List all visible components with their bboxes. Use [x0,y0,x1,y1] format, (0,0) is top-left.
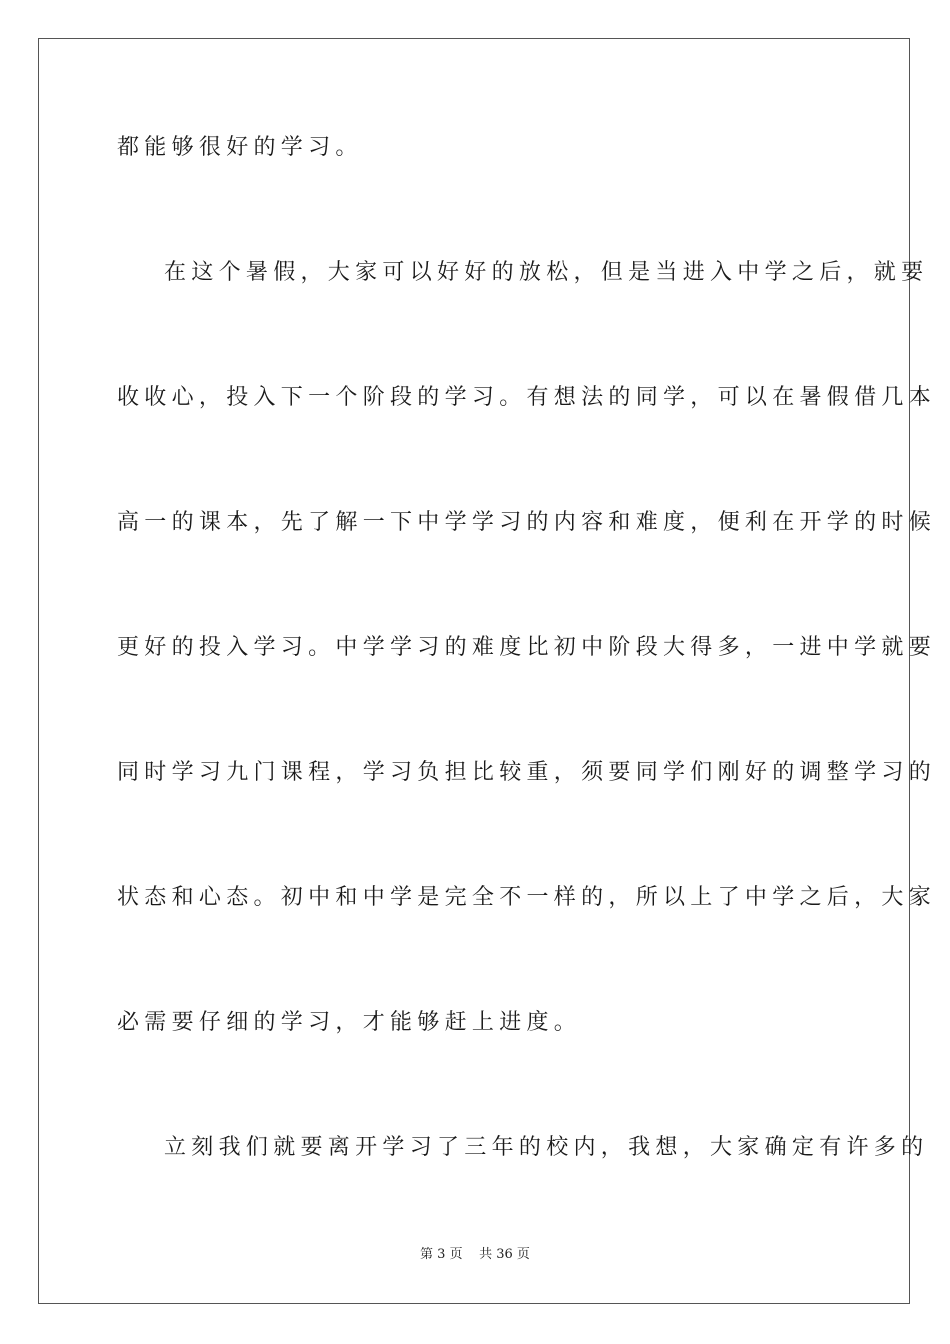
paragraph-line: 在这个暑假，大家可以好好的放松，但是当进入中学之后，就要 [164,260,929,285]
paragraph-line: 收收心，投入下一个阶段的学习。有想法的同学，可以在暑假借几本 [117,385,937,410]
paragraph-line: 立刻我们就要离开学习了三年的校内，我想，大家确定有许多的 [164,1135,929,1160]
paragraph-line: 同时学习九门课程，学习负担比较重，须要同学们刚好的调整学习的 [117,760,937,785]
paragraph-line: 高一的课本，先了解一下中学学习的内容和难度，便利在开学的时候 [117,510,937,535]
page-border [38,38,910,1304]
page-footer [0,1246,950,1264]
page-number: 第 3 页 [420,1247,463,1262]
paragraph-line: 必需要仔细的学习，才能够赶上进度。 [117,1010,582,1035]
paragraph-line: 更好的投入学习。中学学习的难度比初中阶段大得多，一进中学就要 [117,635,937,660]
total-pages: 共 36 页 [479,1247,530,1262]
paragraph-line: 都能够很好的学习。 [117,135,363,160]
paragraph-line: 状态和心态。初中和中学是完全不一样的，所以上了中学之后，大家 [117,885,937,910]
